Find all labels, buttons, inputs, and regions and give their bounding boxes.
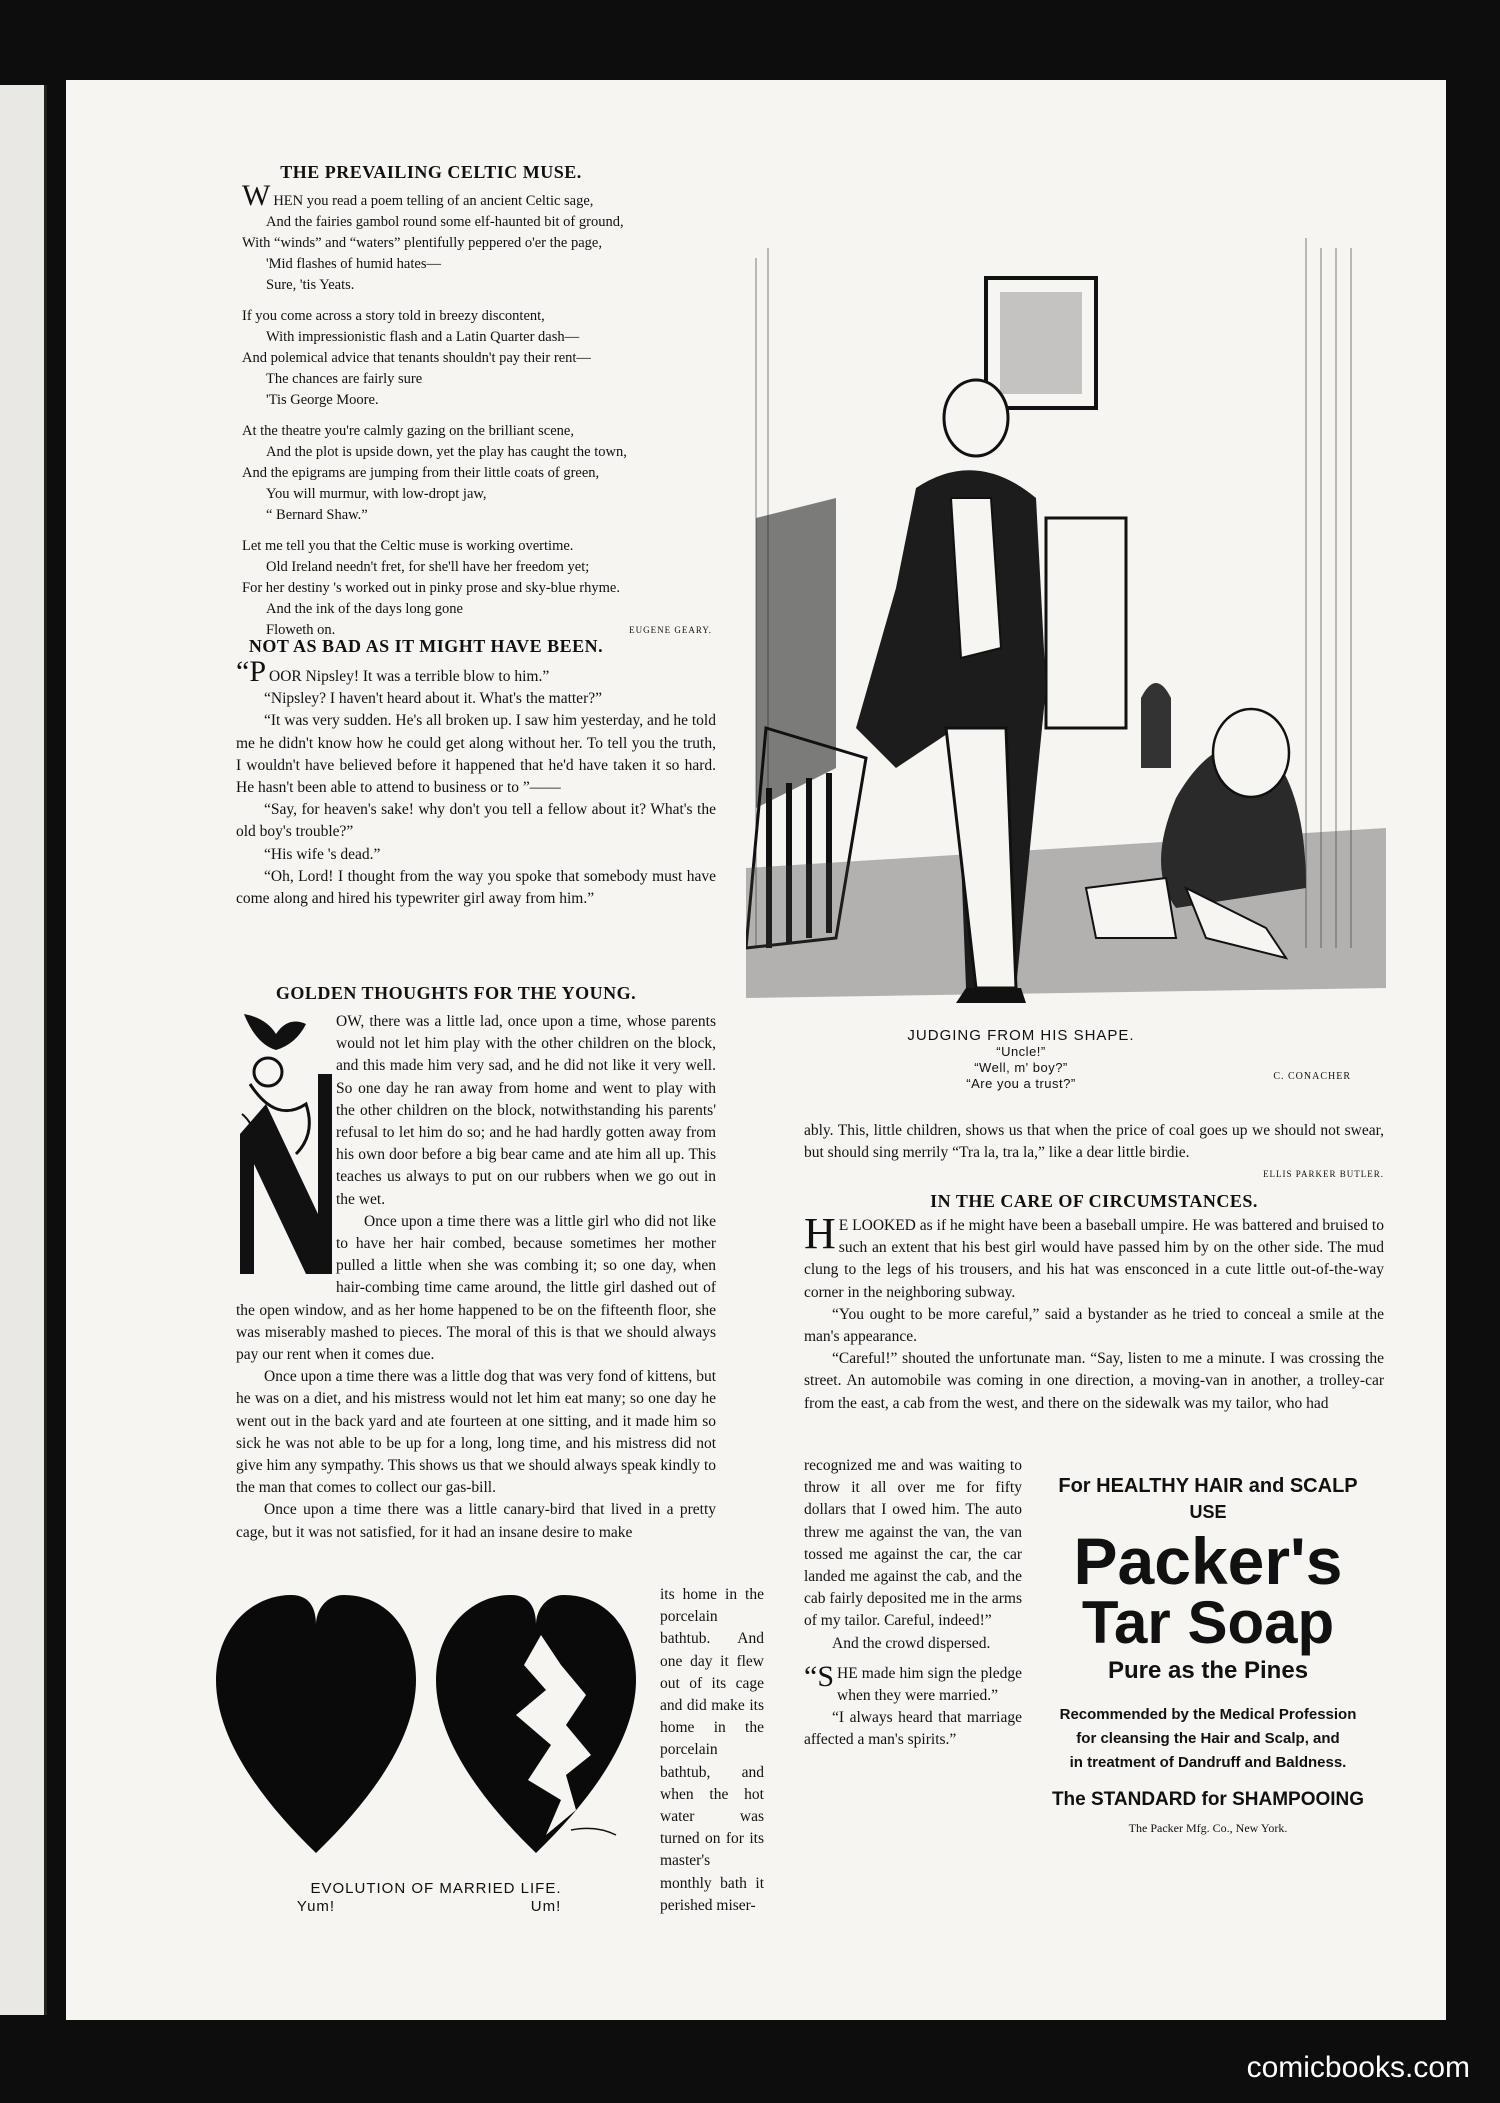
paragraph: “Careful!” shouted the unfortunate man. “Say, listen to me a minute. I was crossing the street. An automobile was coming in one direction, a moving-van in another, a trolley-car from the east, a cab from the west, and there on the sidewalk was my tailor, who had — [804, 1350, 1384, 1412]
golden-ending — [804, 1120, 1384, 1164]
paragraph: “You ought to be more careful,” said a bystander as he tried to conceal a smile at the man's appearance. — [804, 1305, 1384, 1346]
poem-line: At the theatre you're calmly gazing on the brilliant scene, — [242, 423, 574, 439]
poem-line: Floweth on. — [266, 622, 336, 638]
whole-heart-and-broken-heart-icon — [216, 1595, 656, 1865]
illustration — [746, 168, 1386, 1098]
paragraph: “Say, for heaven's sake! why don't you tell a fellow about it? What's the old boy's trouble?” — [236, 801, 716, 841]
golden-title: GOLDEN THOUGHTS FOR THE YOUNG. — [275, 983, 637, 1003]
paragraph: Once upon a time there was a little girl who did not like to have her hair combed, because sometimes her mother pulled a little when she was combing it; so one day, when hair-combing time came around, the little girl dashed out of the open window, and as her home happened to be on the fifteenth floor, she was miserably mashed to pieces. The moral of this is that we should always pay our rent when it comes due. — [236, 1212, 716, 1364]
poem-line: 'Mid flashes of humid hates— — [266, 256, 441, 272]
paragraph: recognized me and was waiting to throw it all over me for fifty dollars that I owed him. The auto threw me against the van, the van tossed me against the car, the car landed me against the cab, and the cab fairly deposited me in the arms of my tailor. Careful, indeed!” — [804, 1457, 1022, 1630]
notbad-story — [236, 655, 716, 910]
hearts-cartoon — [216, 1595, 656, 1915]
ad-brand-line2: Tar Soap — [1081, 1589, 1335, 1656]
ad-maker: The Packer Mfg. Co., New York. — [1128, 1821, 1288, 1835]
ad-headline: For HEALTHY HAIR and SCALP — [1058, 1475, 1358, 1497]
celtic-drop-cap: W — [242, 179, 271, 212]
caption-dialogue-line: “Are you a trust?” — [966, 1076, 1076, 1091]
site-watermark: comicbooks.com — [1246, 2051, 1470, 2084]
poem-line: And the plot is upside down, yet the play has caught the town, — [266, 444, 627, 460]
poem-line: And the epigrams are jumping from their little coats of green, — [242, 465, 600, 481]
hearts-caption: EVOLUTION OF MARRIED LIFE. — [310, 1880, 562, 1897]
poem-line: You will murmur, with low-dropt jaw, — [266, 486, 487, 502]
ad-brand-line1: Packer's — [1073, 1524, 1343, 1598]
ad-body-line: Recommended by the Medical Profession — [1059, 1706, 1357, 1723]
notbad-title: NOT AS BAD AS IT MIGHT HAVE BEEN. — [248, 636, 604, 656]
celtic-poem — [242, 179, 712, 641]
poem-line: 'Tis George Moore. — [266, 392, 379, 408]
illustration-caption-title: JUDGING FROM HIS SHAPE. — [907, 1027, 1135, 1044]
illustration-caption — [766, 1027, 1276, 1092]
poem-line: And the ink of the days long gone — [266, 601, 463, 617]
poem-line: The chances are fairly sure — [266, 371, 423, 387]
hearts-left-label: Yum! — [296, 1898, 336, 1915]
golden-story-cont: its home in the porcelain bathtub. And one day it flew out of its cage and did make its home in the porcelain bathtub, and when the hot water was turned on for its master's monthly bath it perished miser- — [660, 1586, 764, 1914]
paragraph: ably. This, little children, shows us that when the price of coal goes up we should not swear, but should sing merrily “Tra la, tra la,” like a dear little birdie. — [804, 1122, 1384, 1162]
uncle-and-boy-drawing-icon — [746, 168, 1386, 1098]
poem-line: Let me tell you that the Celtic muse is working overtime. — [242, 538, 574, 554]
paragraph: HE made him sign the pledge when they were married.” — [837, 1664, 1022, 1705]
hearts-right-label: Um! — [530, 1898, 562, 1915]
care-story — [804, 1209, 1384, 1415]
paragraph: “It was very sudden. He's all broken up. I saw him yesterday, and he told me he didn't know how he could get along without her. To tell you the truth, I wouldn't have believed before it happened that he'd have taken it so hard. He hasn't been able to attend to business or to ”—— — [236, 712, 716, 797]
paragraph: OW, there was a little lad, once upon a time, whose parents would not let him play with the other children on the block, and this made him very sad, and he did not like it very well. So one day he ran away from home and went to play with the other children on the block, notwithstanding his parents' refusal to let him do so; and he had hardly gotten away from his own door before a big bear came and ate him all up. This teaches us always to put on our rubbers when we go out in the wet. — [336, 1013, 716, 1208]
celtic-title: THE PREVAILING CELTIC MUSE. — [280, 162, 582, 182]
poem-line: If you come across a story told in breezy discontent, — [242, 308, 545, 324]
ad-tagline: Pure as the Pines — [1107, 1657, 1309, 1684]
paragraph: OOR Nipsley! It was a terrible blow to him.” — [269, 668, 550, 685]
illustration-artist-signature: C. CONACHER — [1273, 1071, 1351, 1082]
poem-line: Sure, 'tis Yeats. — [266, 277, 355, 293]
paragraph: “His wife 's dead.” — [264, 845, 381, 863]
notbad-drop-cap: “P — [236, 655, 266, 688]
celtic-author: EUGENE GEARY. — [629, 625, 712, 635]
ad-standard: The STANDARD for SHAMPOOING — [1051, 1789, 1365, 1810]
packers-tar-soap-ad — [1028, 1475, 1388, 1836]
caption-dialogue-line: “Well, m' boy?” — [974, 1060, 1068, 1075]
adjacent-page-edge — [0, 85, 47, 2015]
ad-body-line: in treatment of Dandruff and Baldness. — [1069, 1754, 1347, 1771]
golden-story — [236, 1011, 716, 1544]
she-drop-cap: “S — [804, 1659, 834, 1693]
poem-line: With impressionistic flash and a Latin Quarter dash— — [266, 329, 580, 345]
ad-body-line: for cleansing the Hair and Scalp, and — [1076, 1730, 1340, 1747]
paragraph: E LOOKED as if he might have been a baseball umpire. He was battered and bruised to such an extent that his best girl would have passed him by on the other side. The mud clung to the legs of his trousers, and his hat was ensconced in a cute little out-of-the-way corner in the neighboring subway. — [804, 1217, 1384, 1301]
paragraph: Once upon a time there was a little canary-bird that lived in a pretty cage, but it was not satisfied, for it had an insane desire to make — [236, 1501, 716, 1541]
poem-line: HEN you read a poem telling of an ancient Celtic sage, — [273, 193, 594, 209]
ad-use: USE — [1189, 1502, 1227, 1522]
poem-line: “ Bernard Shaw.” — [266, 507, 368, 523]
poem-line: With “winds” and “waters” plentifully peppered o'er the page, — [242, 235, 602, 251]
paragraph: Once upon a time there was a little dog that was very fond of kittens, but he was on a diet, and his mistress would not let him eat many; so one day he went out in the back yard and ate fourteen at one sitting, and it made him so sick he was not able to be up for a long, long time, and his mistress did not give him any sympathy. This shows us that we should always speak kindly to the man that comes to collect our gas-bill. — [236, 1368, 716, 1497]
care-story-cont — [804, 1455, 1022, 1752]
magazine-page — [66, 80, 1446, 2020]
poem-line: For her destiny 's worked out in pinky prose and sky-blue rhyme. — [242, 580, 620, 596]
paragraph: “I always heard that marriage affected a man's spirits.” — [804, 1709, 1022, 1749]
paragraph: And the crowd dispersed. — [832, 1634, 991, 1652]
poem-line: And polemical advice that tenants shouldn't pay their rent— — [242, 350, 591, 366]
caption-dialogue-line: “Uncle!” — [996, 1044, 1046, 1059]
golden-author: ELLIS PARKER BUTLER. — [1263, 1169, 1384, 1179]
care-title: IN THE CARE OF CIRCUMSTANCES. — [930, 1191, 1258, 1211]
poem-line: Old Ireland needn't fret, for she'll have her freedom yet; — [266, 559, 590, 575]
poem-line: And the fairies gambol round some elf-haunted bit of ground, — [266, 214, 624, 230]
paragraph: “Oh, Lord! I thought from the way you spoke that somebody must have come along and hired his typewriter girl away from him.” — [236, 867, 716, 908]
paragraph: “Nipsley? I haven't heard about it. What's the matter?” — [264, 690, 602, 708]
care-drop-cap: H — [804, 1209, 836, 1258]
